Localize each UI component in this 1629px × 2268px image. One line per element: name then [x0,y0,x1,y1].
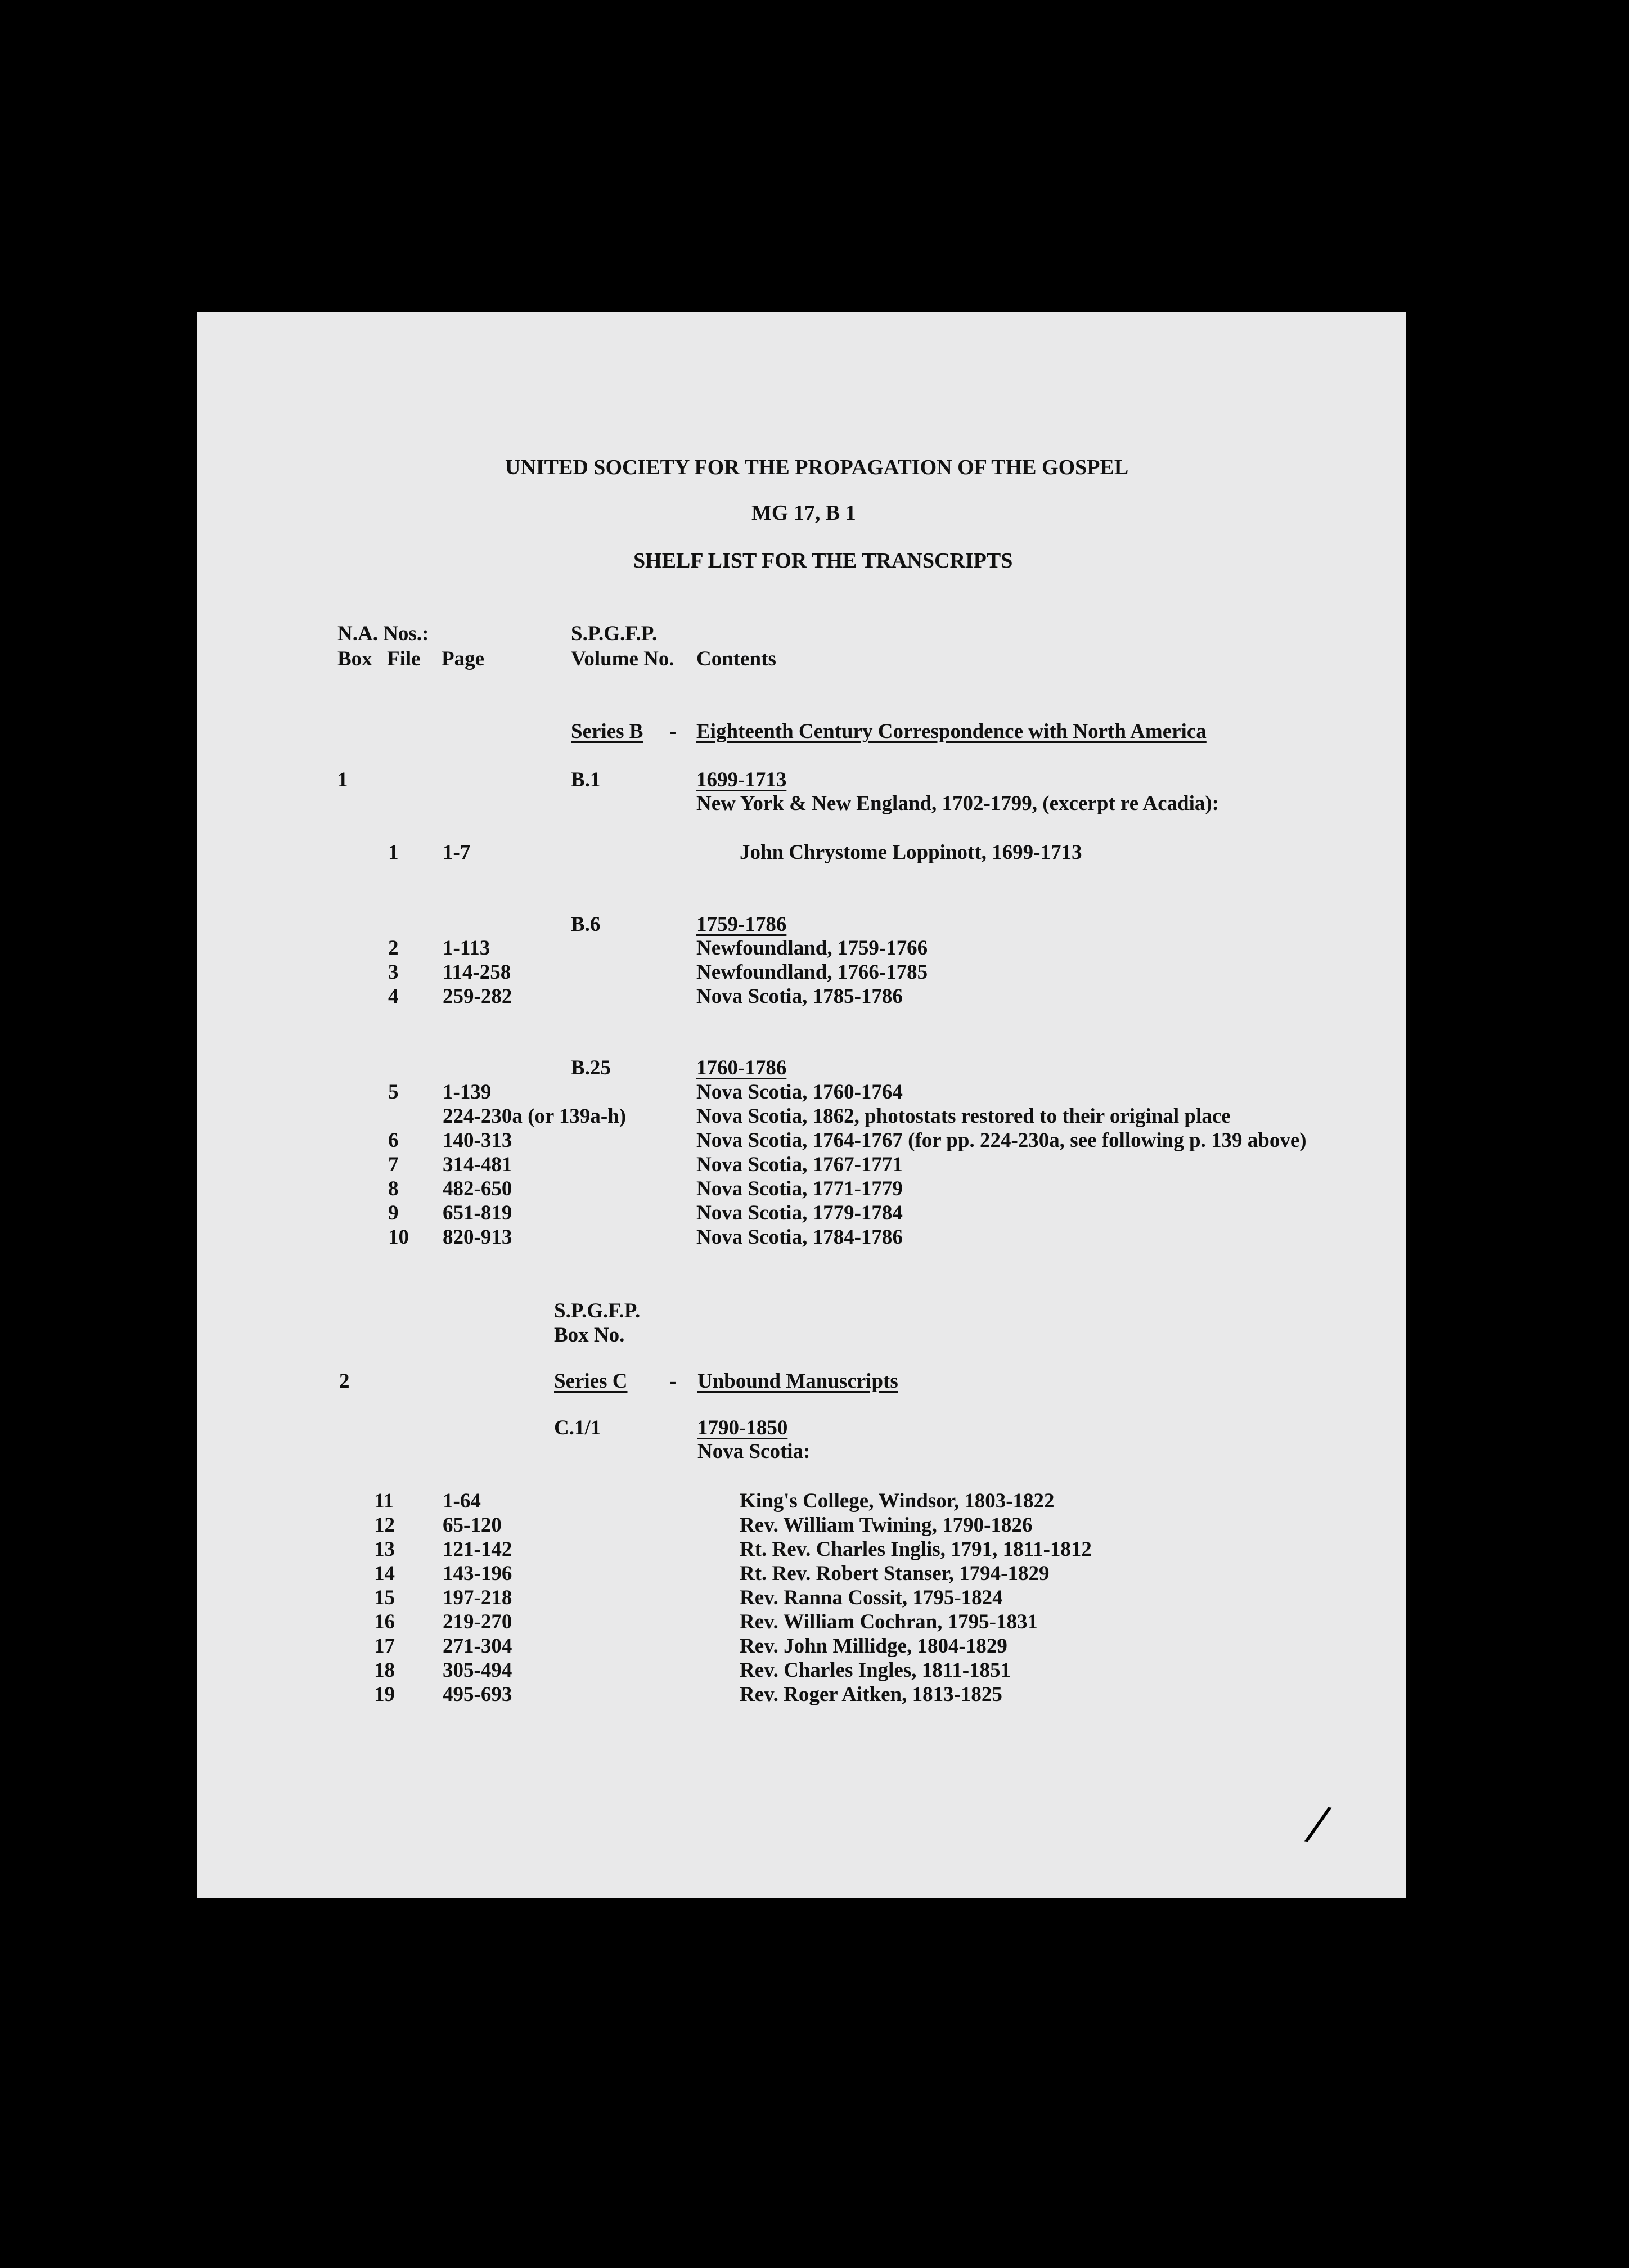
row-contents: John Chrystome Loppinott, 1699-1713 [740,841,1082,864]
row-file: 5 [388,1081,399,1104]
row-file: 15 [374,1586,395,1609]
row-contents: Rev. Ranna Cossit, 1795-1824 [740,1586,1003,1609]
row-file: 6 [388,1129,399,1152]
row-page: 1-64 [443,1490,481,1513]
box-number: 2 [339,1370,350,1393]
years-b25: 1760-1786 [696,1056,787,1079]
row-contents: Nova Scotia, 1764-1767 (for pp. 224-230a, see following p. 139 above) [696,1129,1307,1152]
row-contents: Nova Scotia, 1779-1784 [696,1202,903,1225]
row-page: 197-218 [443,1586,512,1609]
row-contents: Rev. John Millidge, 1804-1829 [740,1635,1007,1658]
row-contents: Rev. William Twining, 1790-1826 [740,1514,1033,1537]
row-page: 219-270 [443,1610,512,1634]
row-page: 305-494 [443,1659,512,1682]
series-c-dash: - [669,1370,677,1393]
row-file: 11 [374,1490,394,1513]
row-page: 140-313 [443,1129,512,1152]
row-file: 7 [388,1153,399,1176]
row-page: 1-113 [443,937,490,960]
series-b-label: Series B [571,720,644,743]
row-file: 13 [374,1538,395,1561]
row-file: 8 [388,1177,399,1200]
row-file: 9 [388,1202,399,1225]
document-subtitle: SHELF LIST FOR THE TRANSCRIPTS [633,549,1013,573]
col-na-nos: N.A. Nos.: [338,622,429,645]
row-page: 1-139 [443,1081,492,1104]
row-contents: Nova Scotia, 1784-1786 [696,1226,903,1249]
row-page: 314-481 [443,1153,512,1176]
page-mark: / [1307,1796,1330,1851]
series-c-title: Unbound Manuscripts [698,1370,898,1393]
row-page: 820-913 [443,1226,512,1249]
row-contents: Rt. Rev. Charles Inglis, 1791, 1811-1812 [740,1538,1092,1561]
row-page: 121-142 [443,1538,512,1561]
row-file: 2 [388,937,399,960]
row-page: 651-819 [443,1202,512,1225]
row-page: 482-650 [443,1177,512,1200]
row-page: 271-304 [443,1635,512,1658]
row-file: 16 [374,1610,395,1634]
document-reference: MG 17, B 1 [752,501,856,525]
col-spgfp-2: S.P.G.F.P. [554,1299,641,1322]
row-file: 17 [374,1635,395,1658]
row-contents: Nova Scotia, 1771-1779 [696,1177,903,1200]
row-contents: Rt. Rev. Robert Stanser, 1794-1829 [740,1562,1050,1585]
row-page: 143-196 [443,1562,512,1585]
row-page: 259-282 [443,985,512,1008]
row-page: 114-258 [443,961,511,984]
volume-b1: B.1 [571,768,601,791]
row-contents: Nova Scotia, 1785-1786 [696,985,903,1008]
row-file: 3 [388,961,399,984]
row-contents: King's College, Windsor, 1803-1822 [740,1490,1055,1513]
col-page: Page [442,647,485,670]
series-b-dash: - [669,720,677,743]
row-file: 1 [388,841,399,864]
volume-b25: B.25 [571,1056,611,1079]
volume-b6: B.6 [571,913,601,936]
document-title: UNITED SOCIETY FOR THE PROPAGATION OF THE GOSPEL [505,456,1129,479]
years-c1: 1790-1850 [698,1416,788,1439]
col-contents: Contents [696,647,776,670]
row-page: 65-120 [443,1514,502,1537]
row-contents: Rev. Roger Aitken, 1813-1825 [740,1683,1002,1706]
row-file: 12 [374,1514,395,1537]
row-contents: Rev. Charles Ingles, 1811-1851 [740,1659,1011,1682]
series-c-label: Series C [554,1370,628,1393]
row-file: 14 [374,1562,395,1585]
row-file: 10 [388,1226,409,1249]
desc-c1: Nova Scotia: [698,1440,811,1463]
volume-c1: C.1/1 [554,1416,601,1439]
row-file: 19 [374,1683,395,1706]
years-b1: 1699-1713 [696,768,787,791]
col-spgfp: S.P.G.F.P. [571,622,658,645]
row-file: 4 [388,985,399,1008]
years-b6: 1759-1786 [696,913,787,936]
row-contents: Rev. William Cochran, 1795-1831 [740,1610,1038,1634]
box-number: 1 [338,768,348,791]
desc-b1: New York & New England, 1702-1799, (excerpt re Acadia): [696,792,1219,815]
row-contents: Nova Scotia, 1862, photostats restored to their original place [696,1105,1231,1128]
row-contents: Nova Scotia, 1760-1764 [696,1081,903,1104]
series-b-title: Eighteenth Century Correspondence with North America [696,720,1207,743]
row-page: 224-230a (or 139a-h) [443,1105,627,1128]
row-file: 18 [374,1659,395,1682]
col-box-no: Box No. [554,1324,625,1347]
col-box: Box [338,647,372,670]
col-file: File [387,647,421,670]
row-contents: Nova Scotia, 1767-1771 [696,1153,903,1176]
row-page: 1-7 [443,841,471,864]
row-contents: Newfoundland, 1766-1785 [696,961,928,984]
col-volume: Volume No. [571,647,674,670]
row-contents: Newfoundland, 1759-1766 [696,937,928,960]
row-page: 495-693 [443,1683,512,1706]
